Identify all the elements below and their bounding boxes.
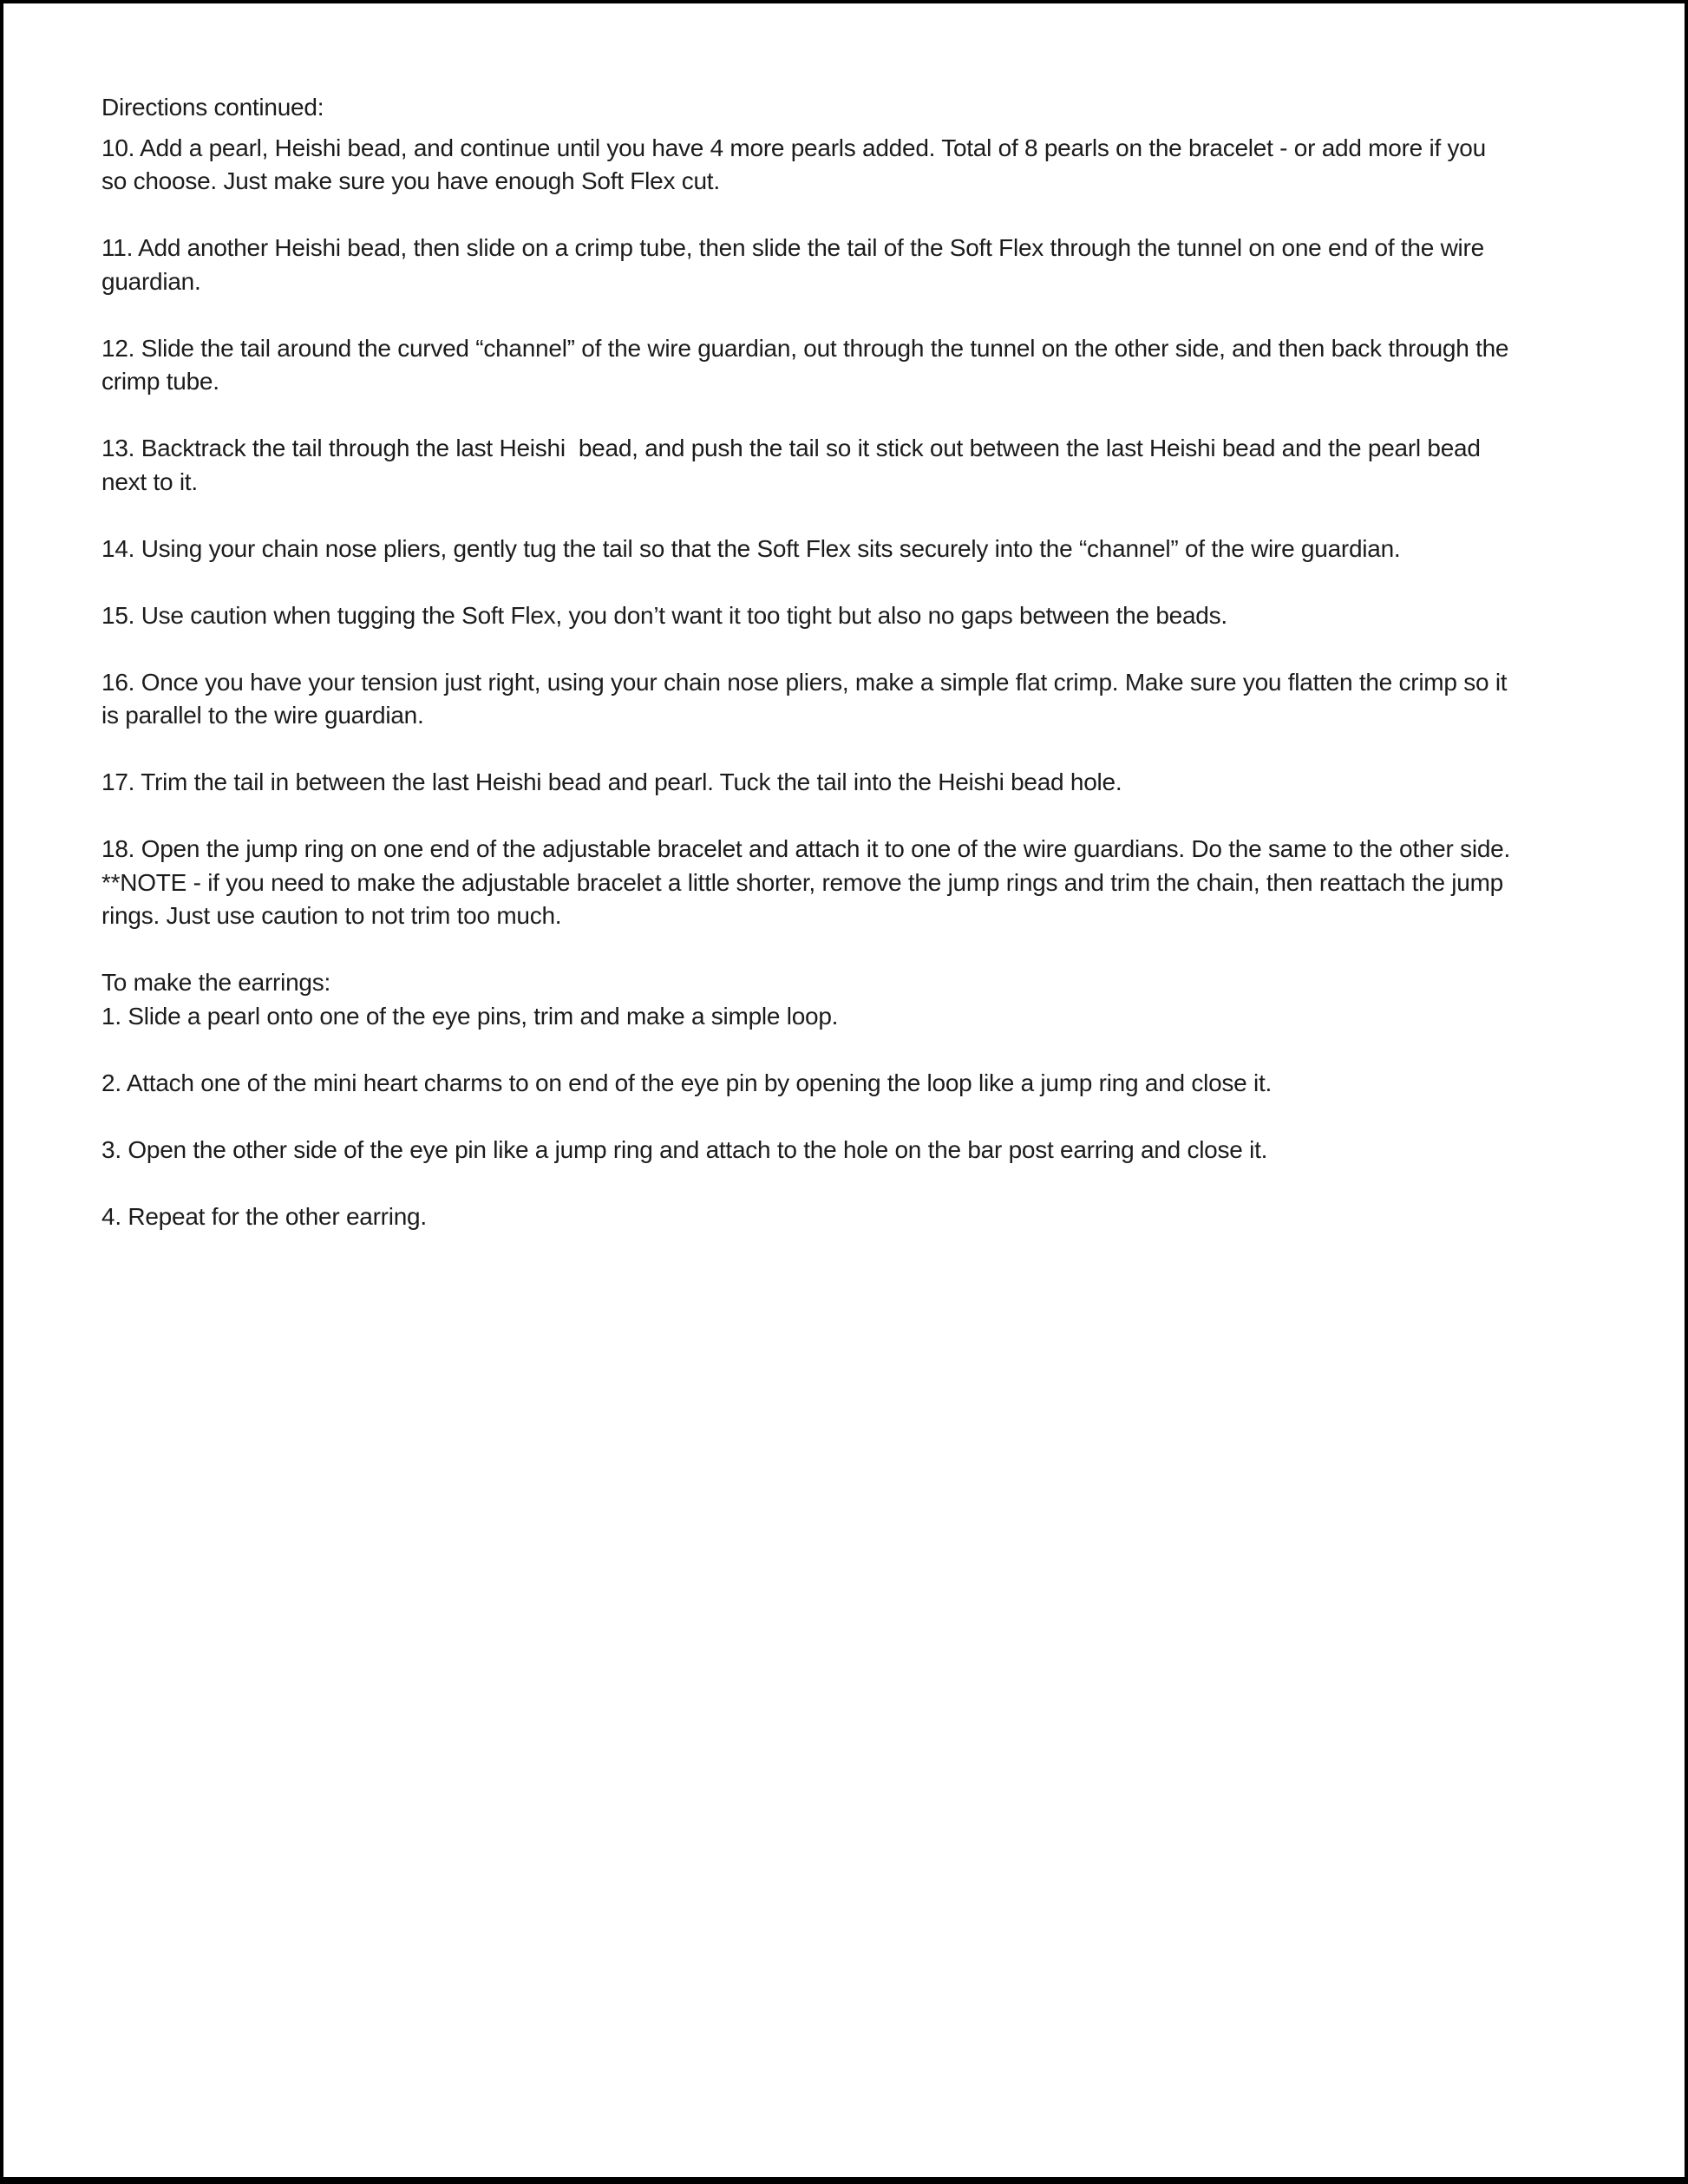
directions-text-block — [101, 91, 1517, 1233]
earring-step-4: 4. Repeat for the other earring. — [101, 1202, 427, 1230]
direction-step-12: 12. Slide the tail around the curved “channel” of the wire guardian, out through the tunnel on the other side, and then back through the crimp tube. — [101, 334, 1515, 395]
direction-step-10: 10. Add a pearl, Heishi bead, and continue until you have 4 more pearls added. Total of 8 pearls on the bracelet - or add more if you so choose. Just make sure you have enough Soft Flex cut. — [101, 134, 1493, 194]
direction-step-15: 15. Use caution when tugging the Soft Flex, you don’t want it too tight but also no gaps between the beads. — [101, 601, 1227, 629]
earring-step-2: 2. Attach one of the mini heart charms to on end of the eye pin by opening the loop like a jump ring and close it. — [101, 1069, 1273, 1096]
direction-step-17: 17. Trim the tail in between the last Heishi bead and pearl. Tuck the tail into the Heishi bead hole. — [101, 768, 1122, 795]
section-heading-earrings: To make the earrings: — [101, 969, 330, 996]
direction-step-11: 11. Add another Heishi bead, then slide on a crimp tube, then slide the tail of the Soft Flex through the tunnel on one end of the wire guardian. — [101, 234, 1491, 295]
earring-step-3: 3. Open the other side of the eye pin like a jump ring and attach to the hole on the bar post earring and close it. — [101, 1135, 1268, 1163]
earring-step-1: 1. Slide a pearl onto one of the eye pins, trim and make a simple loop. — [101, 1002, 839, 1030]
direction-step-13: 13. Backtrack the tail through the last Heishi bead, and push the tail so it stick out between the last Heishi bead and the pearl bead next to it. — [101, 435, 1488, 495]
section-heading-directions-continued: Directions continued: — [101, 94, 324, 121]
direction-step-16: 16. Once you have your tension just right, using your chain nose pliers, make a simple flat crimp. Make sure you flatten the crimp so it is parallel to the wire guardian. — [101, 668, 1514, 729]
direction-step-14: 14. Using your chain nose pliers, gently tug the tail so that the Soft Flex sits securely into the “channel” of the wire guardian. — [101, 534, 1401, 562]
direction-step-18: 18. Open the jump ring on one end of the adjustable bracelet and attach it to one of the wire guardians. Do the same to the other side. **NOTE - if you need to make the adjustable bracelet a little shorter, remove the jump rings and trim the chain, then reattach the jump rings. Just use caution to not trim too much. — [101, 835, 1517, 929]
